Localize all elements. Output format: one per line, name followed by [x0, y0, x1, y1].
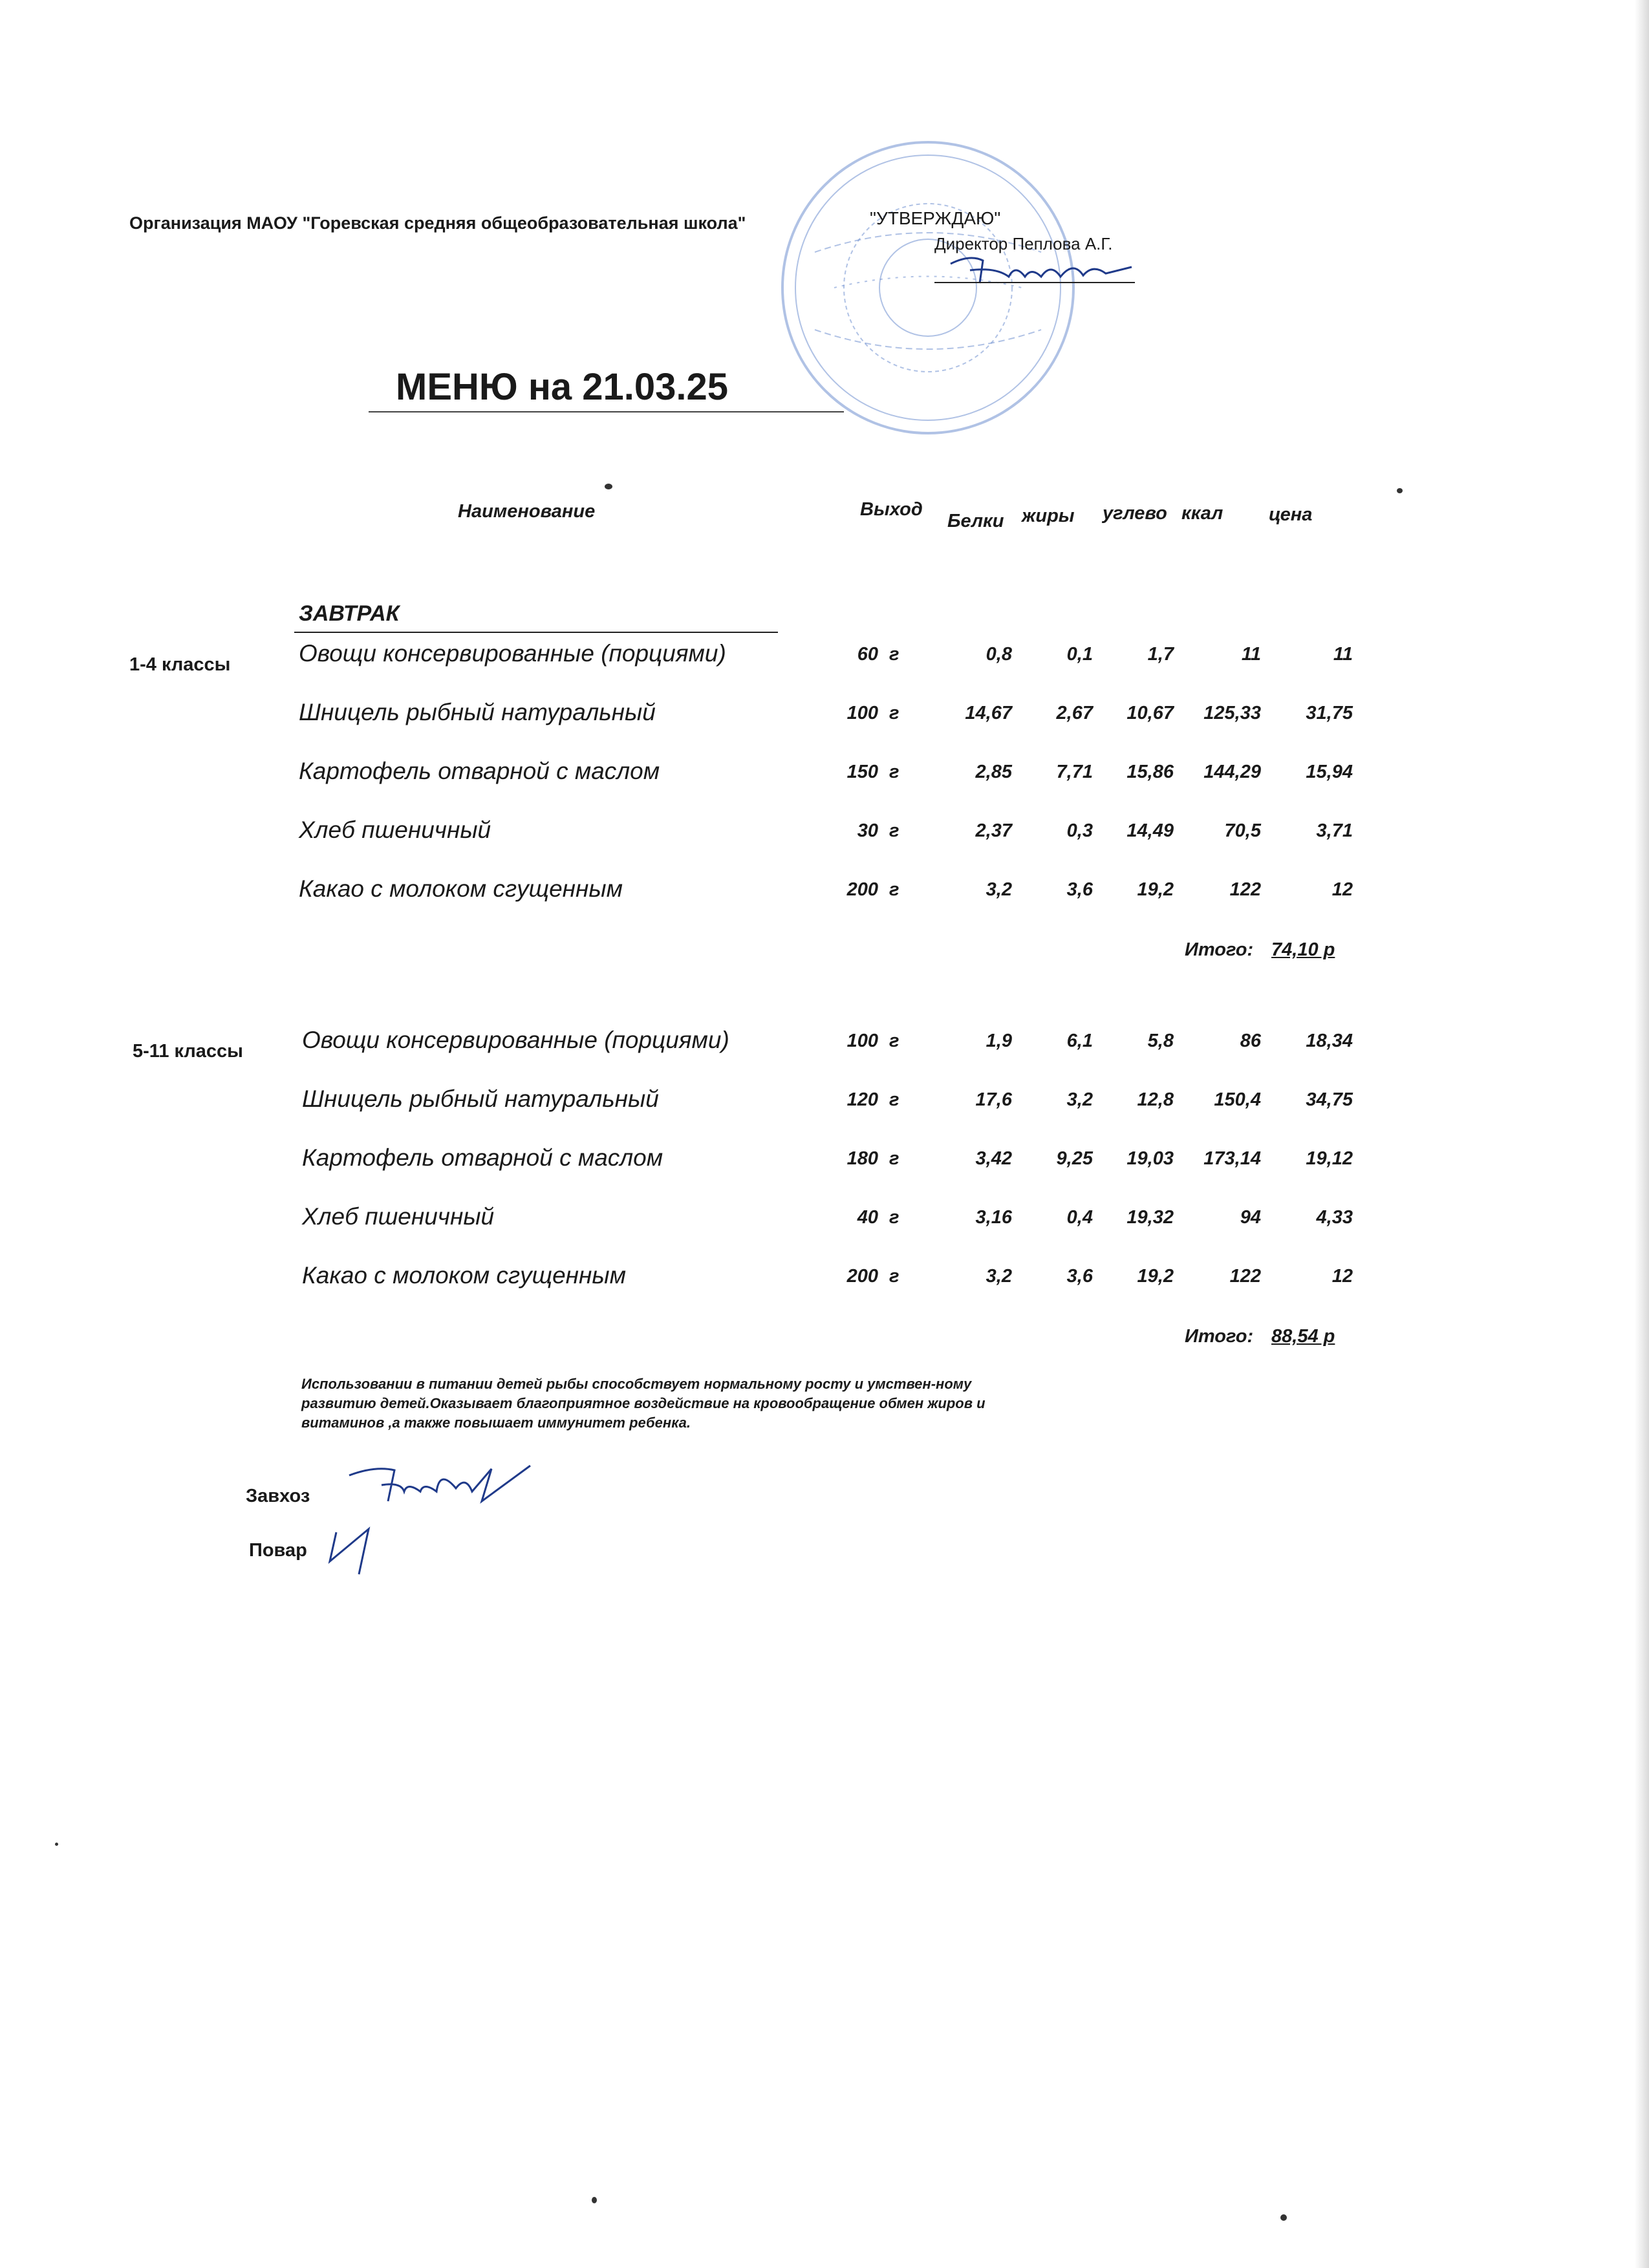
item-price: 11	[1333, 644, 1353, 665]
item-fat: 6,1	[1066, 1031, 1093, 1051]
item-carbs: 10,67	[1126, 703, 1174, 723]
item-yield: 30	[857, 820, 878, 841]
item-protein: 14,67	[965, 703, 1012, 723]
total-label: Итого:	[1185, 1326, 1254, 1347]
item-name: Шницель рыбный натуральный	[302, 1086, 659, 1112]
item-name: Хлеб пшеничный	[299, 817, 491, 843]
item-unit: г	[889, 644, 900, 665]
scan-speck	[1280, 2214, 1287, 2221]
scan-edge-shadow	[1635, 0, 1649, 2268]
item-name: Картофель отварной с маслом	[299, 758, 660, 784]
item-carbs: 19,2	[1137, 1266, 1174, 1287]
nutrition-note: Использовании в питании детей рыбы способствует нормальному росту и умствен-ному развитию детей.Оказывает благоприятное воздействие на кровообращение обмен жиров и витаминов ,а также повышает иммунитет ребенка.	[301, 1376, 986, 1431]
item-protein: 3,16	[975, 1207, 1012, 1228]
item-fat: 3,6	[1066, 879, 1093, 900]
item-kcal: 122	[1229, 1266, 1261, 1287]
item-fat: 0,1	[1066, 644, 1093, 665]
item-fat: 0,4	[1066, 1207, 1093, 1228]
approval-heading: "УТВЕРЖДАЮ"	[870, 208, 1001, 228]
section-title: ЗАВТРАК	[299, 601, 400, 626]
item-kcal: 144,29	[1203, 762, 1261, 782]
item-price: 3,71	[1316, 820, 1353, 841]
director-signature-line	[934, 282, 1135, 283]
total-value: 88,54 р	[1271, 1326, 1335, 1347]
item-yield: 150	[846, 762, 878, 782]
item-protein: 3,2	[986, 879, 1012, 900]
item-kcal: 173,14	[1203, 1148, 1261, 1169]
item-fat: 7,71	[1056, 762, 1093, 782]
item-kcal: 94	[1240, 1207, 1261, 1228]
item-carbs: 19,2	[1137, 879, 1174, 900]
item-protein: 3,2	[986, 1266, 1012, 1287]
item-unit: г	[889, 1266, 900, 1287]
col-header-name: Наименование	[458, 501, 596, 522]
col-header-carbs: углево	[1103, 503, 1167, 524]
item-unit: г	[889, 703, 900, 723]
cook-signature	[323, 1523, 401, 1578]
item-protein: 17,6	[975, 1089, 1012, 1110]
item-yield: 100	[846, 1031, 878, 1051]
item-yield: 120	[846, 1089, 878, 1110]
item-unit: г	[889, 1031, 900, 1051]
total-label: Итого:	[1185, 939, 1254, 960]
item-protein: 2,37	[975, 820, 1012, 841]
col-header-kcal: ккал	[1181, 503, 1223, 524]
cook-label: Повар	[249, 1540, 307, 1561]
item-unit: г	[889, 820, 900, 841]
item-price: 12	[1331, 879, 1353, 900]
item-name: Хлеб пшеничный	[302, 1203, 495, 1230]
item-protein: 3,42	[975, 1148, 1012, 1169]
item-yield: 200	[846, 1266, 878, 1287]
item-price: 15,94	[1306, 762, 1353, 782]
item-carbs: 5,8	[1147, 1031, 1174, 1051]
scan-speck	[1397, 488, 1403, 493]
item-kcal: 122	[1229, 879, 1261, 900]
item-yield: 100	[846, 703, 878, 723]
item-price: 18,34	[1306, 1031, 1353, 1051]
item-carbs: 19,03	[1126, 1148, 1174, 1169]
item-price: 34,75	[1306, 1089, 1353, 1110]
item-fat: 9,25	[1056, 1148, 1093, 1169]
item-unit: г	[889, 1207, 900, 1228]
item-carbs: 12,8	[1137, 1089, 1174, 1110]
item-price: 31,75	[1306, 703, 1353, 723]
item-kcal: 86	[1240, 1031, 1261, 1051]
storekeeper-signature	[343, 1462, 537, 1514]
item-fat: 2,67	[1056, 703, 1093, 723]
item-name: Шницель рыбный натуральный	[299, 699, 656, 725]
item-name: Какао с молоком сгущенным	[299, 875, 623, 902]
col-header-protein: Белки	[947, 511, 1004, 531]
scan-speck	[605, 484, 612, 489]
item-carbs: 19,32	[1126, 1207, 1174, 1228]
item-unit: г	[889, 879, 900, 900]
item-name: Овощи консервированные (порциями)	[299, 640, 726, 667]
item-kcal: 125,33	[1203, 703, 1261, 723]
item-price: 12	[1331, 1266, 1353, 1287]
item-price: 4,33	[1316, 1207, 1353, 1228]
item-yield: 180	[846, 1148, 878, 1169]
item-yield: 60	[857, 644, 878, 665]
item-carbs: 15,86	[1126, 762, 1174, 782]
director-signature	[944, 251, 1138, 290]
item-name: Овощи консервированные (порциями)	[302, 1027, 729, 1053]
item-unit: г	[889, 1148, 900, 1169]
item-carbs: 14,49	[1126, 820, 1174, 841]
col-header-yield: Выход	[860, 499, 923, 520]
item-yield: 40	[857, 1207, 878, 1228]
item-name: Какао с молоком сгущенным	[302, 1262, 626, 1289]
storekeeper-label: Завхоз	[246, 1486, 310, 1506]
section-underline	[294, 632, 778, 633]
item-fat: 3,6	[1066, 1266, 1093, 1287]
group-label: 5-11 классы	[133, 1041, 243, 1062]
organization-line: Организация МАОУ "Горевская средняя общеобразовательная школа"	[129, 213, 746, 233]
col-header-price: цена	[1269, 504, 1313, 525]
item-protein: 0,8	[986, 644, 1012, 665]
item-protein: 1,9	[986, 1031, 1012, 1051]
item-name: Картофель отварной с маслом	[302, 1144, 663, 1171]
item-unit: г	[889, 1089, 900, 1110]
item-unit: г	[889, 762, 900, 782]
item-protein: 2,85	[975, 762, 1012, 782]
item-yield: 200	[846, 879, 878, 900]
item-fat: 3,2	[1066, 1089, 1093, 1110]
title-underline	[369, 411, 844, 412]
scan-speck	[592, 2197, 597, 2203]
item-kcal: 150,4	[1214, 1089, 1261, 1110]
director-name: Директор Пеплова А.Г.	[934, 234, 1113, 253]
item-carbs: 1,7	[1147, 644, 1174, 665]
item-fat: 0,3	[1066, 820, 1093, 841]
group-label: 1-4 классы	[129, 654, 231, 675]
item-kcal: 11	[1241, 644, 1261, 665]
item-price: 19,12	[1306, 1148, 1353, 1169]
scan-speck	[55, 1843, 58, 1846]
page-title: МЕНЮ на 21.03.25	[396, 366, 728, 408]
col-header-fat: жиры	[1022, 506, 1075, 526]
total-value: 74,10 р	[1271, 939, 1335, 960]
item-kcal: 70,5	[1224, 820, 1261, 841]
